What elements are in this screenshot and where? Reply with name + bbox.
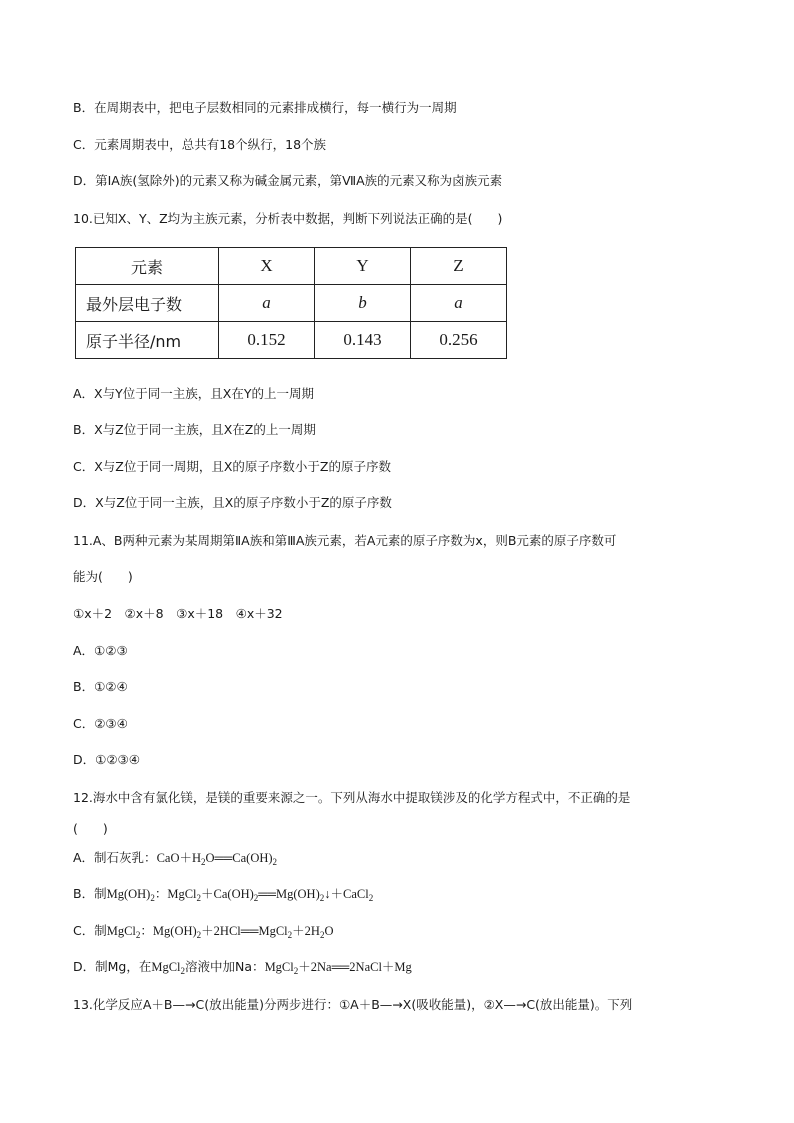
table-header-z: Z <box>411 248 507 285</box>
q13-stem: 13.化学反应A＋B—→C(放出能量)分两步进行：①A＋B—→X(吸收能量)，②X—→C(放出能量)。下列 <box>73 997 633 1012</box>
q10-stem: 10.已知X、Y、Z均为主族元素，分析表中数据，判断下列说法正确的是( ) <box>73 211 503 226</box>
q9-option-d: D．第ⅠA族(氢除外)的元素又称为碱金属元素，第ⅦA族的元素又称为卤族元素 <box>73 173 503 188</box>
table-row <box>76 322 507 359</box>
q11-stem-line1: 11.A、B两种元素为某周期第ⅡA族和第ⅢA族元素，若A元素的原子序数为x，则B元素的原子序数可 <box>73 533 617 548</box>
row-label-atomic-radius: 原子半径/nm <box>76 322 219 359</box>
q11-stem-line2: 能为( ) <box>73 569 133 584</box>
table-row <box>76 248 507 285</box>
equation-c: MgCl$_2$：$Mg(OH)_2+2HCl══MgCl_2+2H_2O$ <box>106 924 334 940</box>
q12-option-a <box>73 849 277 867</box>
cell-y-electrons: b <box>315 285 411 322</box>
q11-choices: ①x＋2 ②x＋8 ③x＋18 ④x＋32 <box>73 606 283 621</box>
q11-option-c: C．②③④ <box>73 716 128 731</box>
equation-d: MgCl$_2$＋2Na══2NaCl＋Mg <box>264 960 412 976</box>
q11-option-d: D．①②③④ <box>73 752 140 767</box>
q9-option-b: B．在周期表中，把电子层数相同的元素排成横行，每一横行为一周期 <box>73 100 457 115</box>
q9-option-c: C．元素周期表中，总共有18个纵行，18个族 <box>73 137 327 152</box>
q12-option-b-label: B．制 <box>73 886 107 901</box>
q12-option-d-mid: 溶液中加Na： <box>185 959 265 974</box>
q11-option-a: A．①②③ <box>73 643 128 658</box>
table-header-x: X <box>219 248 315 285</box>
q12-option-b <box>73 885 373 903</box>
cell-x-electrons: a <box>219 285 315 322</box>
q11-option-b: B．①②④ <box>73 679 128 694</box>
cell-y-radius: 0.143 <box>315 322 411 359</box>
q12-option-a-label: A．制石灰乳： <box>73 850 157 865</box>
cell-z-electrons: a <box>411 285 507 322</box>
q10-data-table <box>75 247 507 359</box>
cell-z-radius: 0.256 <box>411 322 507 359</box>
equation-a: $CaO+H_2O══Ca(OH)_2$ <box>156 851 278 867</box>
q12-option-c-label: C．制 <box>73 923 107 938</box>
q12-stem-line1: 12.海水中含有氯化镁，是镁的重要来源之一。下列从海水中提取镁涉及的化学方程式中，不正确的是 <box>73 790 631 805</box>
q10-option-d: D．X与Z位于同一主族，且X的原子序数小于Z的原子序数 <box>73 495 392 510</box>
table-header-y: Y <box>315 248 411 285</box>
table-header-element: 元素 <box>76 248 219 285</box>
q10-option-c: C．X与Z位于同一周期，且X的原子序数小于Z的原子序数 <box>73 459 391 474</box>
cell-x-radius: 0.152 <box>219 322 315 359</box>
q12-option-d: D．制Mg，在MgCl$_2$溶液中加Na：MgCl$_2$＋2Na══2NaCl＋Mg <box>73 959 412 976</box>
table-row <box>76 285 507 322</box>
q12-option-d-label: D．制Mg，在 <box>73 959 152 974</box>
row-label-outer-electrons: 最外层电子数 <box>76 285 219 322</box>
q12-option-c <box>73 922 333 940</box>
q10-option-a: A．X与Y位于同一主族，且X在Y的上一周期 <box>73 386 314 401</box>
equation-b: $Mg(OH)_2$：$MgCl_2+Ca(OH)_2══Mg(OH)_2↓+CaCl_2$ <box>106 887 374 903</box>
q12-stem-line2: ( ) <box>73 821 108 836</box>
q10-option-b: B．X与Z位于同一主族，且X在Z的上一周期 <box>73 422 316 437</box>
